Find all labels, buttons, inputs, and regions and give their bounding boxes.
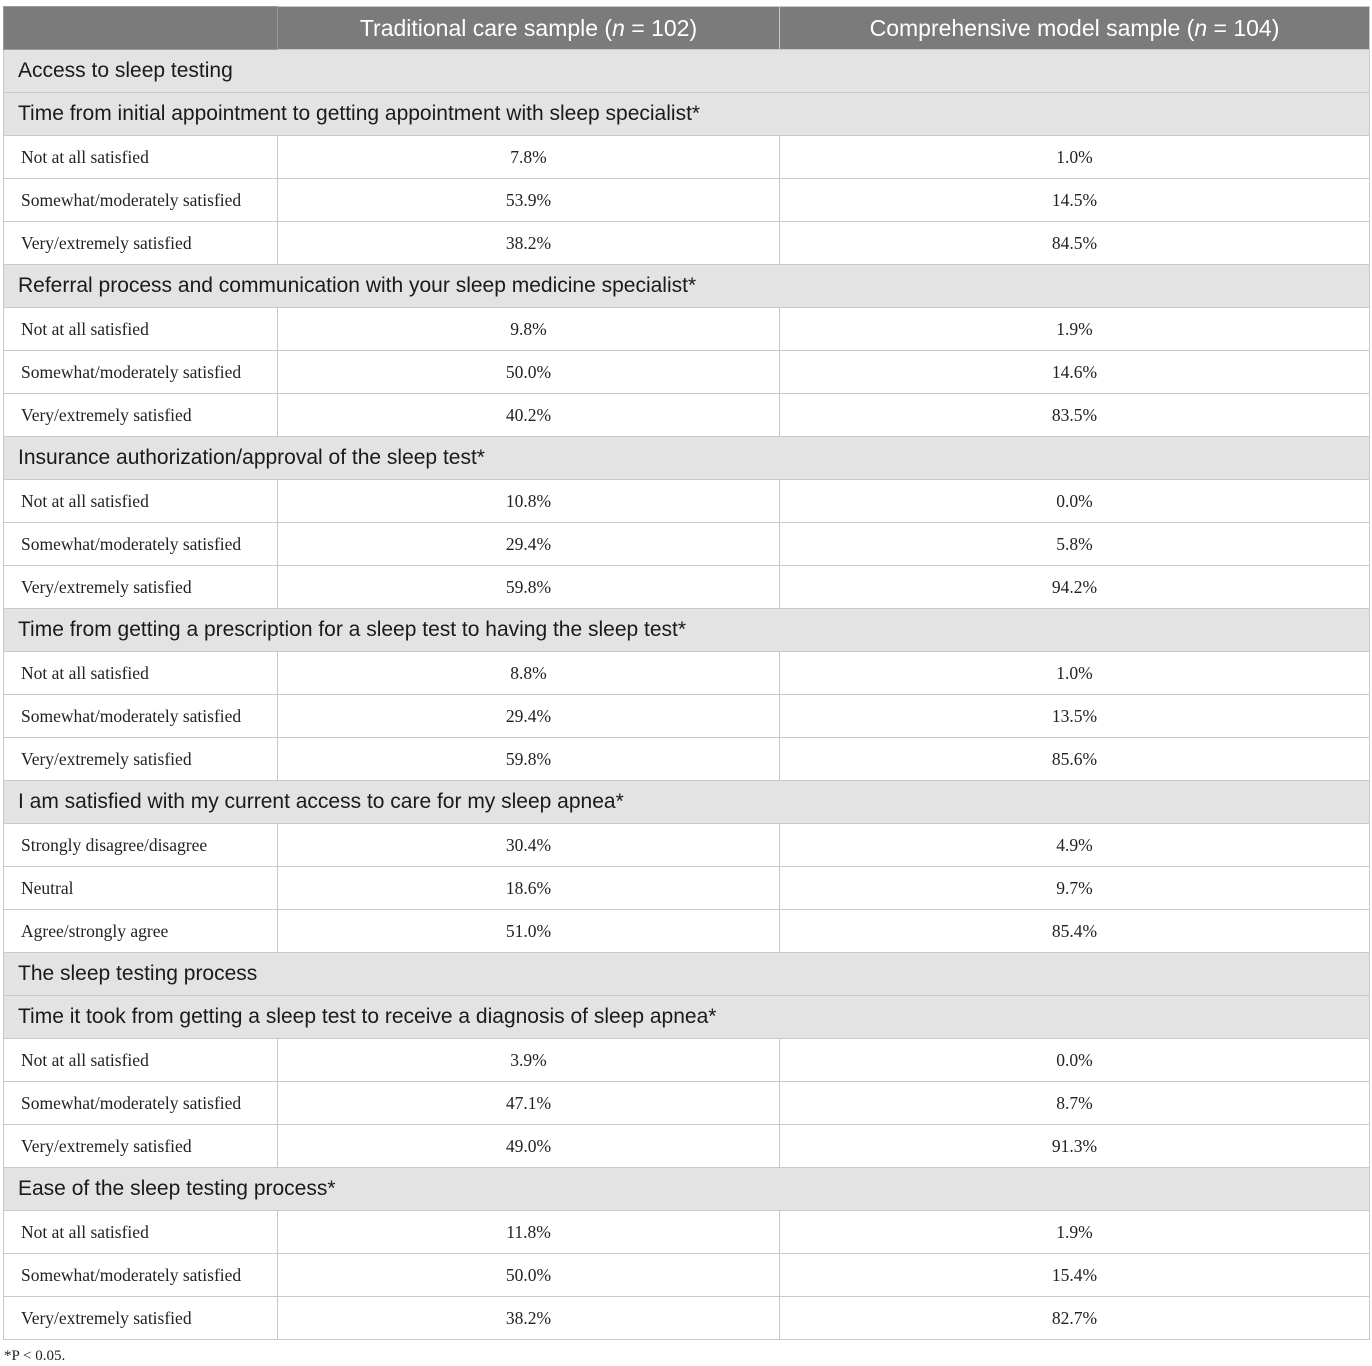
question-header-row (4, 265, 1370, 308)
table-row (4, 1211, 1370, 1254)
header-traditional-prefix: Traditional care sample ( (359, 14, 613, 41)
row-label: Very/extremely satisfied (4, 222, 278, 265)
comprehensive-value: 13.5% (780, 695, 1370, 738)
question-header-row (4, 93, 1370, 136)
comprehensive-value: 4.9% (780, 824, 1370, 867)
question-title: Time from getting a prescription for a sleep test to having the sleep test* (4, 609, 1370, 652)
traditional-value: 59.8% (278, 738, 780, 781)
question-header-row (4, 781, 1370, 824)
row-label: Somewhat/moderately satisfied (4, 695, 278, 738)
comprehensive-value: 82.7% (780, 1297, 1370, 1340)
table-row (4, 910, 1370, 953)
table-row (4, 566, 1370, 609)
traditional-value: 10.8% (278, 480, 780, 523)
table-row (4, 136, 1370, 179)
table-row (4, 1125, 1370, 1168)
row-label: Neutral (4, 867, 278, 910)
traditional-value: 3.9% (278, 1039, 780, 1082)
comprehensive-value: 84.5% (780, 222, 1370, 265)
question-header-row (4, 437, 1370, 480)
section-header-row (4, 50, 1370, 93)
traditional-value: 29.4% (278, 695, 780, 738)
traditional-value: 38.2% (278, 222, 780, 265)
header-traditional-care (278, 7, 780, 50)
comprehensive-value: 94.2% (780, 566, 1370, 609)
table-row (4, 1254, 1370, 1297)
table-header-row (4, 7, 1370, 50)
traditional-value: 50.0% (278, 1254, 780, 1297)
comprehensive-value: 15.4% (780, 1254, 1370, 1297)
row-label: Very/extremely satisfied (4, 394, 278, 437)
header-comprehensive-model (780, 7, 1370, 50)
table-row (4, 652, 1370, 695)
table-row (4, 695, 1370, 738)
row-label: Very/extremely satisfied (4, 738, 278, 781)
header-comprehensive-suffix: = 104) (1207, 14, 1280, 41)
traditional-value: 51.0% (278, 910, 780, 953)
traditional-value: 8.8% (278, 652, 780, 695)
row-label: Somewhat/moderately satisfied (4, 179, 278, 222)
traditional-value: 18.6% (278, 867, 780, 910)
traditional-value: 11.8% (278, 1211, 780, 1254)
table-row (4, 308, 1370, 351)
table-body (4, 50, 1370, 1340)
traditional-value: 49.0% (278, 1125, 780, 1168)
traditional-value: 40.2% (278, 394, 780, 437)
question-header-row (4, 609, 1370, 652)
row-label: Not at all satisfied (4, 1039, 278, 1082)
table-row (4, 1082, 1370, 1125)
question-title: Time from initial appointment to getting appointment with sleep specialist* (4, 93, 1370, 136)
header-blank-cell (4, 7, 278, 50)
comprehensive-value: 1.0% (780, 652, 1370, 695)
question-header-row (4, 1168, 1370, 1211)
question-title: I am satisfied with my current access to care for my sleep apnea* (4, 781, 1370, 824)
row-label: Somewhat/moderately satisfied (4, 351, 278, 394)
question-header-row (4, 996, 1370, 1039)
comprehensive-value: 91.3% (780, 1125, 1370, 1168)
table-row (4, 1039, 1370, 1082)
table-row (4, 480, 1370, 523)
comprehensive-value: 85.4% (780, 910, 1370, 953)
section-title: Access to sleep testing (4, 50, 1370, 93)
table-row (4, 394, 1370, 437)
traditional-value: 9.8% (278, 308, 780, 351)
satisfaction-table (3, 6, 1370, 1340)
traditional-value: 50.0% (278, 351, 780, 394)
comprehensive-value: 14.6% (780, 351, 1370, 394)
traditional-value: 47.1% (278, 1082, 780, 1125)
comprehensive-value: 1.9% (780, 1211, 1370, 1254)
comprehensive-value: 83.5% (780, 394, 1370, 437)
row-label: Somewhat/moderately satisfied (4, 1254, 278, 1297)
question-title: Time it took from getting a sleep test to receive a diagnosis of sleep apnea* (4, 996, 1370, 1039)
comprehensive-value: 8.7% (780, 1082, 1370, 1125)
comprehensive-value: 5.8% (780, 523, 1370, 566)
comprehensive-value: 1.0% (780, 136, 1370, 179)
row-label: Agree/strongly agree (4, 910, 278, 953)
traditional-value: 30.4% (278, 824, 780, 867)
table-row (4, 351, 1370, 394)
header-traditional-n: n (612, 14, 625, 41)
traditional-value: 7.8% (278, 136, 780, 179)
section-title: The sleep testing process (4, 953, 1370, 996)
question-title: Referral process and communication with your sleep medicine specialist* (4, 265, 1370, 308)
row-label: Very/extremely satisfied (4, 1125, 278, 1168)
header-comprehensive-n: n (1194, 14, 1208, 41)
traditional-value: 38.2% (278, 1297, 780, 1340)
section-header-row (4, 953, 1370, 996)
row-label: Not at all satisfied (4, 652, 278, 695)
question-title: Insurance authorization/approval of the sleep test* (4, 437, 1370, 480)
comprehensive-value: 1.9% (780, 308, 1370, 351)
header-comprehensive-prefix: Comprehensive model sample ( (869, 14, 1195, 41)
traditional-value: 29.4% (278, 523, 780, 566)
row-label: Not at all satisfied (4, 480, 278, 523)
comprehensive-value: 85.6% (780, 738, 1370, 781)
table-row (4, 222, 1370, 265)
row-label: Not at all satisfied (4, 1211, 278, 1254)
comprehensive-value: 14.5% (780, 179, 1370, 222)
table-row (4, 824, 1370, 867)
traditional-value: 53.9% (278, 179, 780, 222)
row-label: Very/extremely satisfied (4, 1297, 278, 1340)
row-label: Somewhat/moderately satisfied (4, 1082, 278, 1125)
table-row (4, 738, 1370, 781)
traditional-value: 59.8% (278, 566, 780, 609)
comprehensive-value: 9.7% (780, 867, 1370, 910)
question-title: Ease of the sleep testing process* (4, 1168, 1370, 1211)
row-label: Very/extremely satisfied (4, 566, 278, 609)
comprehensive-value: 0.0% (780, 480, 1370, 523)
comprehensive-value: 0.0% (780, 1039, 1370, 1082)
row-label: Not at all satisfied (4, 308, 278, 351)
header-traditional-suffix: = 102) (624, 14, 698, 41)
row-label: Not at all satisfied (4, 136, 278, 179)
table-row (4, 1297, 1370, 1340)
footnote: *P < 0.05. (4, 1348, 66, 1364)
row-label: Somewhat/moderately satisfied (4, 523, 278, 566)
table-row (4, 523, 1370, 566)
table-row (4, 179, 1370, 222)
row-label: Strongly disagree/disagree (4, 824, 278, 867)
table-row (4, 867, 1370, 910)
